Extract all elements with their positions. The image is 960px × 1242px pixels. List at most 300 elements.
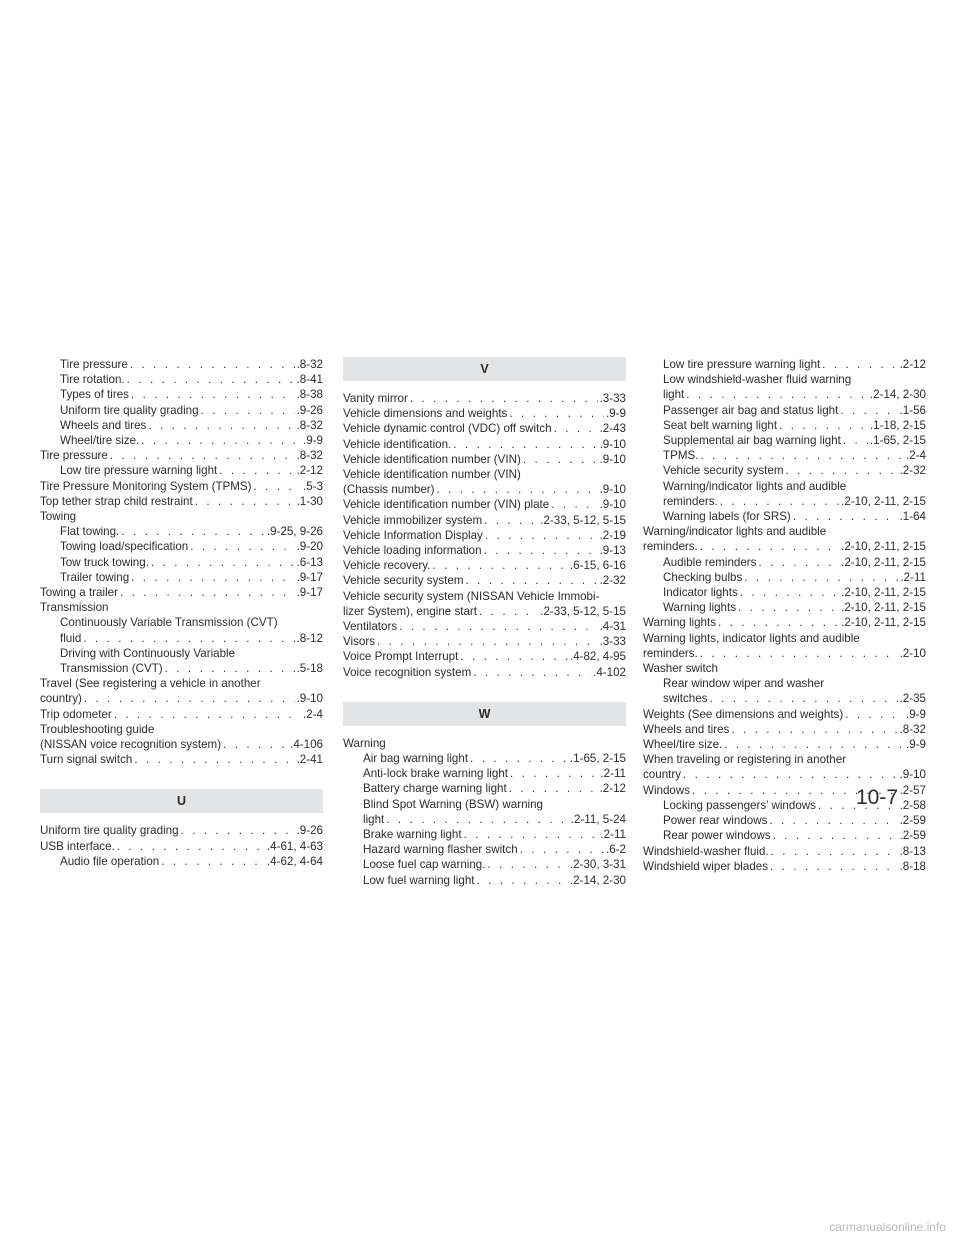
entry-term: Trailer towing: [60, 570, 130, 584]
dot-leader: [845, 707, 904, 722]
dot-leader: [466, 573, 598, 588]
entry-term: Wheels and tires: [60, 418, 147, 432]
index-entry: [643, 722, 926, 737]
index-entry: [643, 646, 926, 661]
dot-leader: [470, 751, 568, 766]
entry-pages: .1-65, 2-15: [569, 752, 626, 766]
entry-pages: .9-25, 9-26: [266, 525, 323, 539]
entry-pages: .9-26: [296, 824, 323, 838]
entry-term: Low tire pressure warning light: [663, 358, 821, 371]
entry-pages: .9-10: [599, 483, 626, 497]
entry-term: lizer System), engine start: [343, 604, 478, 618]
index-entry: [40, 752, 323, 767]
dot-leader: [130, 357, 295, 372]
spacer: [343, 680, 626, 702]
dot-leader: [121, 524, 265, 539]
entry-pages: .9-10: [599, 498, 626, 512]
entry-pages: .2-10, 2-11, 2-15: [841, 616, 926, 630]
dot-leader: [83, 631, 294, 646]
dot-leader: [437, 482, 598, 497]
index-entry: [343, 452, 626, 467]
dot-leader: [484, 513, 538, 528]
index-entry: [643, 767, 926, 782]
index-entry: [343, 649, 626, 664]
dot-leader: [161, 854, 265, 869]
index-entry: [40, 707, 323, 722]
dot-leader: [843, 433, 868, 448]
entry-term: Indicator lights: [663, 586, 738, 600]
index-entry: [643, 357, 926, 372]
dot-leader: [740, 585, 839, 600]
index-entry: [343, 421, 626, 436]
dot-leader: [134, 752, 294, 767]
dot-leader: [110, 448, 295, 463]
index-entry: [343, 751, 626, 766]
entry-pages: .8-32: [296, 418, 323, 432]
dot-leader: [190, 539, 294, 554]
entry-pages: .2-10, 2-11, 2-15: [841, 555, 926, 569]
entry-term: Voice recognition system: [343, 665, 472, 679]
index-heading-line: Driving with Continuously Variable: [60, 646, 236, 660]
dot-leader: [769, 813, 897, 828]
dot-leader: [770, 859, 898, 874]
index-entry: [643, 463, 926, 478]
dot-leader: [432, 558, 567, 573]
entry-pages: .3-33: [599, 635, 626, 649]
entry-term: Air bag warning light: [363, 752, 469, 766]
entry-term: Flat towing.: [60, 525, 120, 539]
entry-term: Audible reminders: [663, 555, 757, 569]
entry-term: Windshield wiper blades: [643, 859, 769, 873]
entry-pages: .2-14, 2-30: [869, 388, 926, 402]
entry-term: Seat belt warning light: [663, 418, 778, 432]
index-entry: [343, 528, 626, 543]
index-entry: [643, 615, 926, 630]
index-entry: [40, 555, 323, 570]
index-heading-line: Vehicle security system (NISSAN Vehicle Immobi-: [343, 589, 600, 603]
entry-pages: .9-10: [899, 768, 926, 782]
index-heading-line: Rear window wiper and washer: [663, 677, 825, 691]
entry-term: Vehicle identification.: [343, 437, 452, 451]
entry-pages: .9-10: [599, 437, 626, 451]
entry-term: light: [663, 388, 685, 402]
section-letter-header: W: [343, 702, 626, 726]
entry-pages: .2-14, 2-30: [569, 873, 626, 887]
index-entry: [343, 573, 626, 588]
index-entry: [643, 813, 926, 828]
entry-pages: .2-11, 5-24: [570, 812, 626, 826]
entry-pages: .2-11: [600, 767, 626, 781]
entry-pages: .2-58: [899, 798, 926, 812]
index-entry: [40, 403, 323, 418]
index-entry: [40, 854, 323, 869]
index-entry: [40, 737, 323, 752]
dot-leader: [724, 737, 904, 752]
dot-leader: [223, 737, 288, 752]
entry-term: Hazard warning flasher switch: [363, 843, 518, 857]
entry-pages: .4-106: [290, 738, 323, 752]
entry-pages: .6-13: [296, 555, 323, 569]
index-heading-line: Warning: [343, 736, 386, 750]
entry-pages: .2-59: [899, 829, 926, 843]
index-entry: [343, 766, 626, 781]
dot-leader: [720, 494, 839, 509]
entry-term: Towing load/specification: [60, 540, 189, 554]
entry-pages: .9-9: [303, 434, 323, 448]
entry-pages: .2-11: [900, 570, 926, 584]
dot-leader: [141, 433, 301, 448]
dot-leader: [473, 665, 591, 680]
index-entry: [40, 691, 323, 706]
dot-leader: [731, 722, 897, 737]
entry-pages: .8-32: [296, 449, 323, 463]
entry-term: Vehicle security system: [343, 574, 464, 588]
index-heading-line: Continuously Variable Transmission (CVT): [60, 616, 278, 630]
dot-leader: [181, 823, 295, 838]
entry-pages: .8-12: [296, 631, 323, 645]
index-entry: [40, 357, 323, 372]
dot-leader: [148, 418, 294, 433]
entry-term: Tow truck towing.: [60, 555, 149, 569]
index-entry: [643, 418, 926, 433]
index-entry: [643, 403, 926, 418]
index-entry: [40, 823, 323, 838]
entry-term: Rear power windows: [663, 829, 771, 843]
entry-term: Towing a trailer: [40, 586, 118, 600]
index-heading-line: Blind Spot Warning (BSW) warning: [363, 797, 543, 811]
index-entry: [40, 524, 323, 539]
index-entry: [343, 665, 626, 680]
entry-pages: .2-33, 5-12, 5-15: [540, 604, 626, 618]
entry-term: (NISSAN voice recognition system): [40, 738, 222, 752]
entry-term: Wheels and tires: [643, 722, 730, 736]
entry-term: Supplemental air bag warning light: [663, 434, 841, 448]
dot-leader: [131, 570, 294, 585]
dot-leader: [460, 649, 568, 664]
index-entry: [343, 513, 626, 528]
section-letter-header: U: [40, 789, 323, 813]
entry-pages: .9-26: [296, 403, 323, 417]
entry-pages: .2-10: [899, 646, 926, 660]
entry-pages: .8-32: [296, 358, 323, 371]
index-entry: [343, 482, 626, 497]
entry-term: Vehicle dimensions and weights: [343, 407, 508, 421]
index-entry: [643, 494, 926, 509]
index-entry: [343, 437, 626, 452]
entry-pages: .1-64: [899, 510, 926, 524]
entry-pages: .2-30, 3-31: [569, 858, 626, 872]
index-entry: [643, 555, 926, 570]
index-entry: [40, 387, 323, 402]
index-entry: [643, 585, 926, 600]
entry-term: Vehicle loading information: [343, 544, 482, 558]
dot-leader: [151, 555, 295, 570]
entry-pages: .3-33: [599, 392, 626, 405]
entry-pages: .9-10: [296, 692, 323, 706]
dot-leader: [718, 615, 839, 630]
index-heading-line: Travel (See registering a vehicle in another: [40, 677, 261, 691]
entry-pages: .9-20: [296, 540, 323, 554]
dot-leader: [771, 844, 898, 859]
watermark: carmanualsonline.info: [829, 1220, 946, 1234]
dot-leader: [700, 448, 904, 463]
spacer: [343, 726, 626, 736]
entry-pages: .8-41: [296, 373, 323, 387]
dot-leader: [479, 604, 538, 619]
index-entry: [343, 842, 626, 857]
index-entry: [343, 634, 626, 649]
entry-pages: .9-9: [906, 707, 926, 721]
index-entry: [40, 418, 323, 433]
entry-term: reminders.: [643, 540, 698, 554]
entry-term: Tire pressure: [40, 449, 108, 463]
index-entry: [40, 570, 323, 585]
entry-pages: .9-13: [599, 544, 626, 558]
entry-term: country: [643, 768, 682, 782]
entry-term: Loose fuel cap warning.: [363, 858, 486, 872]
dot-leader: [686, 387, 868, 402]
entry-pages: .5-18: [296, 662, 323, 676]
dot-leader: [201, 403, 295, 418]
entry-term: fluid: [60, 631, 82, 645]
dot-leader: [114, 707, 301, 722]
entry-term: TPMS.: [663, 449, 699, 463]
entry-pages: .4-31: [599, 620, 626, 634]
index-entry: [643, 433, 926, 448]
entry-pages: .9-9: [606, 407, 626, 421]
page-number: 10-7: [856, 786, 899, 809]
index-entry: [40, 839, 323, 854]
entry-term: country): [40, 692, 82, 706]
index-entry: [40, 372, 323, 387]
dot-leader: [453, 437, 597, 452]
entry-term: Windows: [643, 783, 691, 797]
entry-pages: .2-43: [599, 422, 626, 436]
index-entry: [343, 558, 626, 573]
dot-leader: [131, 387, 295, 402]
spacer: [40, 813, 323, 823]
entry-term: Vehicle identification number (VIN) plate: [343, 498, 550, 512]
entry-term: Windshield-washer fluid.: [643, 844, 769, 858]
entry-term: Turn signal switch: [40, 753, 133, 767]
entry-pages: .9-10: [599, 452, 626, 466]
index-entry: [643, 570, 926, 585]
entry-pages: .2-12: [899, 358, 926, 371]
dot-leader: [822, 357, 897, 372]
entry-pages: .1-30: [296, 494, 323, 508]
entry-term: Checking bulbs: [663, 570, 743, 584]
dot-leader: [523, 452, 598, 467]
entry-term: Brake warning light: [363, 828, 462, 842]
index-entry: [40, 585, 323, 600]
entry-pages: .2-10, 2-11, 2-15: [841, 586, 926, 600]
index-entry: [343, 619, 626, 634]
entry-term: Low fuel warning light: [363, 873, 475, 887]
entry-term: Wheel/tire size.: [60, 434, 140, 448]
entry-pages: .2-4: [906, 449, 926, 463]
entry-pages: .4-62, 4-64: [266, 854, 323, 868]
section-letter-header: V: [343, 357, 626, 381]
index-column-2: [343, 357, 626, 888]
dot-leader: [520, 842, 604, 857]
entry-pages: .8-18: [899, 859, 926, 873]
dot-leader: [758, 555, 839, 570]
entry-pages: .2-10, 2-11, 2-15: [841, 540, 926, 554]
entry-term: Voice Prompt Interrupt: [343, 650, 459, 664]
entry-term: Locking passengers’ windows: [663, 798, 816, 812]
index-entry: [643, 828, 926, 843]
index-entry: [343, 497, 626, 512]
entry-term: Weights (See dimensions and weights): [643, 707, 844, 721]
dot-leader: [700, 646, 898, 661]
index-entry: [643, 448, 926, 463]
dot-leader: [127, 372, 295, 387]
dot-leader: [410, 391, 598, 406]
entry-term: Low tire pressure warning light: [60, 464, 218, 478]
index-heading-line: Washer switch: [643, 662, 718, 676]
entry-term: Tire rotation.: [60, 373, 125, 387]
entry-term: Power rear windows: [663, 814, 768, 828]
dot-leader: [551, 497, 597, 512]
index-entry: [343, 391, 626, 406]
index-entry: [343, 406, 626, 421]
entry-term: Passenger air bag and status light: [663, 403, 839, 417]
index-column-1: [40, 357, 323, 869]
dot-leader: [793, 509, 898, 524]
entry-pages: .2-57: [899, 783, 926, 797]
dot-leader: [709, 691, 897, 706]
dot-leader: [779, 418, 868, 433]
entry-term: reminders.: [663, 494, 718, 508]
entry-term: Transmission (CVT): [60, 662, 163, 676]
index-entry: [40, 494, 323, 509]
entry-term: Warning lights: [643, 616, 717, 630]
entry-pages: .5-3: [303, 479, 323, 493]
dot-leader: [219, 463, 294, 478]
entry-term: Visors: [343, 635, 376, 649]
dot-leader: [84, 691, 295, 706]
dot-leader: [165, 661, 295, 676]
entry-pages: .2-11: [600, 828, 626, 842]
dot-leader: [509, 406, 604, 421]
entry-pages: .2-4: [303, 707, 323, 721]
entry-term: Trip odometer: [40, 707, 112, 721]
entry-term: Types of tires: [60, 388, 129, 402]
index-entry: [343, 543, 626, 558]
index-entry: [40, 661, 323, 676]
dot-leader: [554, 421, 598, 436]
index-entry: [40, 463, 323, 478]
entry-pages: .2-32: [899, 464, 926, 478]
entry-term: Uniform tire quality grading: [40, 824, 179, 838]
index-heading-line: Troubleshooting guide: [40, 722, 155, 736]
entry-term: Tire Pressure Monitoring System (TPMS): [40, 479, 252, 493]
index-heading-line: Towing: [40, 510, 77, 524]
entry-term: Audio file operation: [60, 854, 160, 868]
entry-pages: .2-19: [599, 528, 626, 542]
entry-term: Warning lights: [663, 601, 737, 615]
index-heading-line: Transmission: [40, 601, 109, 615]
dot-leader: [386, 812, 569, 827]
index-heading-line: Low windshield-washer fluid warning: [663, 373, 852, 387]
index-heading-line: Vehicle identification number (VIN): [343, 468, 521, 482]
dot-leader: [399, 619, 597, 634]
entry-pages: .9-17: [296, 586, 323, 600]
entry-pages: .2-12: [296, 464, 323, 478]
entry-pages: .4-82, 4-95: [569, 650, 626, 664]
entry-term: light: [363, 812, 385, 826]
spacer: [343, 381, 626, 391]
entry-pages: .4-102: [593, 665, 626, 679]
index-entry: [643, 509, 926, 524]
dot-leader: [700, 539, 839, 554]
entry-pages: .1-18, 2-15: [869, 418, 926, 432]
entry-pages: .2-10, 2-11, 2-15: [841, 494, 926, 508]
index-entry: [40, 479, 323, 494]
entry-term: Vehicle recovery.: [343, 559, 431, 573]
dot-leader: [485, 528, 598, 543]
entry-term: Vehicle dynamic control (VDC) off switch: [343, 422, 552, 436]
dot-leader: [477, 873, 568, 888]
index-heading-line: When traveling or registering in another: [643, 753, 846, 767]
index-entry: [343, 873, 626, 888]
entry-pages: .1-56: [899, 403, 926, 417]
entry-pages: .6-15, 6-16: [569, 559, 626, 573]
dot-leader: [117, 839, 265, 854]
entry-term: Vehicle identification number (VIN): [343, 452, 521, 466]
spacer: [40, 767, 323, 789]
entry-pages: .2-59: [899, 814, 926, 828]
entry-term: Anti-lock brake warning light: [363, 767, 508, 781]
dot-leader: [195, 494, 295, 509]
entry-term: Vanity mirror: [343, 392, 408, 405]
entry-term: switches: [663, 692, 708, 706]
index-entry: [643, 844, 926, 859]
dot-leader: [484, 543, 598, 558]
entry-pages: .9-9: [906, 738, 926, 752]
dot-leader: [464, 827, 599, 842]
entry-pages: .4-61, 4-63: [266, 839, 323, 853]
dot-leader: [487, 857, 567, 872]
index-entry: [40, 448, 323, 463]
entry-pages: .1-65, 2-15: [869, 434, 926, 448]
entry-pages: .2-35: [899, 692, 926, 706]
dot-leader: [377, 634, 598, 649]
entry-term: Battery charge warning light: [363, 782, 507, 796]
dot-leader: [120, 585, 295, 600]
entry-pages: .2-41: [296, 753, 323, 767]
index-entry: [643, 387, 926, 402]
index-entry: [643, 600, 926, 615]
dot-leader: [254, 479, 301, 494]
dot-leader: [509, 781, 598, 796]
entry-pages: .6-2: [606, 843, 626, 857]
entry-term: Warning labels (for SRS): [663, 510, 791, 524]
index-entry: [343, 604, 626, 619]
entry-pages: .2-10, 2-11, 2-15: [841, 601, 926, 615]
index-entry: [40, 631, 323, 646]
entry-pages: .2-32: [599, 574, 626, 588]
entry-term: Ventilators: [343, 620, 398, 634]
index-entry: [643, 859, 926, 874]
entry-term: Uniform tire quality grading: [60, 403, 199, 417]
index-entry: [343, 781, 626, 796]
dot-leader: [840, 403, 897, 418]
entry-pages: .8-32: [899, 722, 926, 736]
index-heading-line: Warning lights, indicator lights and audible: [643, 631, 860, 645]
entry-term: reminders.: [643, 646, 698, 660]
index-entry: [643, 691, 926, 706]
